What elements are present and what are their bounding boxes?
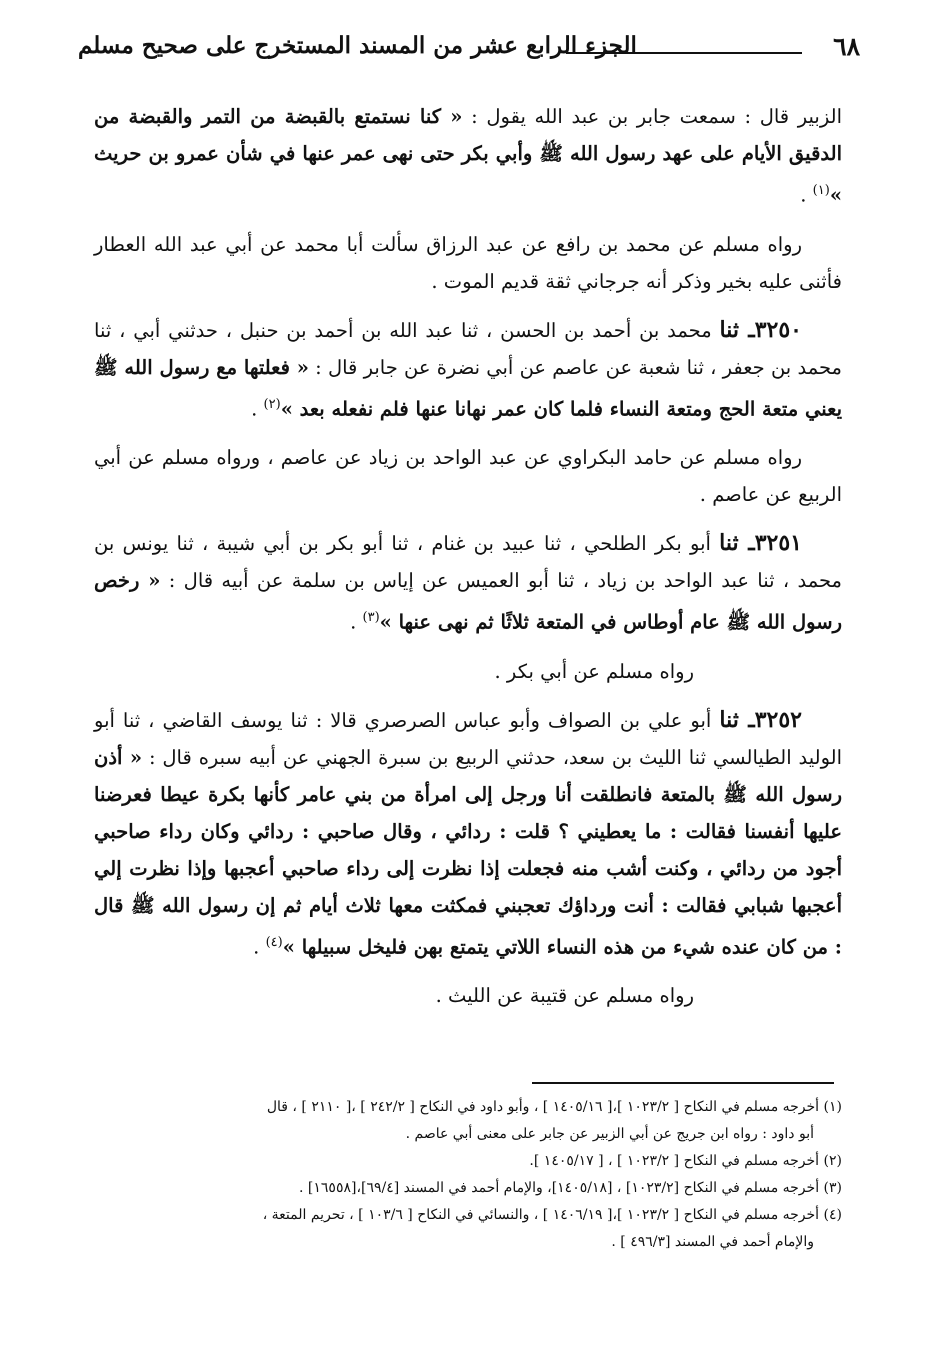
footnote-ref-4: (٤) <box>265 934 283 950</box>
footnote-1: (١) أخرجه مسلم في النكاح [ ١٠٢٣/٢ ]،[ ١٤٠٥/١٦ ] ، وأبو داود في النكاح [ ٢٤٢/٢ ] ،[ ٢١١٠ ] ، قال <box>266 1099 842 1115</box>
footnote-ref-2: (٢) <box>263 396 281 412</box>
hadith-3252-end: . <box>253 935 266 958</box>
paragraph-1 <box>94 98 842 214</box>
hadith-3250 <box>94 312 842 428</box>
page-header <box>78 28 860 72</box>
paragraph-8: رواه مسلم عن قتيبة عن الليث . <box>435 984 694 1007</box>
hadith-quote-3251: « رخص رسول الله ﷺ عام أوطاس في المتعة ثلاثًا ثم نهى عنها » <box>94 569 842 634</box>
paragraph-2: رواه مسلم عن محمد بن رافع عن عبد الرزاق سألت أبا محمد عن أبي عبد الله العطار فأثنى عليه بخير وذكر أنه جرجاني ثقة قديم الموت . <box>94 232 842 293</box>
hadith-quote-3252: « أذن رسول الله ﷺ بالمتعة فانطلقت أنا ورجل إلى امرأة من بني عامر كأنها بكرة عيطا فعرضنا عليها أنفسنا فقالت : ما يعطيني ؟ قلت : ردائي ، وقال صاحبي : ردائي وكان رداء صاحبي أجود من ردائي ، وكنت أشب منه فجعلت إذا نظرت إلى رداء صاحبي أعجبها وإذا نظرت إلي أعجبها شبابي فقالت : أنت ورداؤك تعجبني فمكثت معها ثلاث أيام ثم إن رسول الله ﷺ قال : من كان عنده شيء من هذه النساء اللاتي يتمتع بهن فليخل سبيلها » <box>94 745 842 958</box>
page-number: ٦٨ <box>833 32 860 61</box>
footnote-2: (٢) أخرجه مسلم في النكاح [ ١٠٢٣/٢ ] ، [ ١٤٠٥/١٧ ]. <box>529 1153 842 1169</box>
footnote-separator <box>532 1082 834 1084</box>
footnote-4: (٤) أخرجه مسلم في النكاح [ ١٠٢٣/٢ ]،[ ١٤٠٦/١٩ ] ، والنسائي في النكاح [ ١٠٣/٦ ] ، تحريم المتعة ، <box>262 1207 842 1223</box>
footnote-1-continued: أبو داود : رواه ابن جريج عن أبي الزبير عن جابر على معنى أبي عاصم . <box>405 1126 814 1142</box>
hadith-3252-chain: أبو علي بن الصواف وأبو عباس الصرصري قالا : ثنا يوسف القاضي ، ثنا أبو الوليد الطيالسي ثنا الليث بن سعد، حدثني الربيع بن سبرة الجهني عن أبيه سبره قال : <box>94 708 842 769</box>
footnotes <box>98 1094 842 1256</box>
running-title: الجزء الرابع عشر من المسند المستخرج على صحيح مسلم <box>78 32 637 59</box>
hadith-quote-3250: « فعلتها مع رسول الله ﷺ يعني متعة الحج ومتعة النساء فلما كان عمر نهانا عنها فلم نفعله بعد » <box>94 355 842 420</box>
hadith-3252 <box>94 702 842 966</box>
main-text <box>94 98 842 1026</box>
hadith-quote-1: « كنا نستمتع بالقبضة من التمر والقبضة من الدقيق الأيام على عهد رسول الله ﷺ وأبي بكر حتى نهى عمر عنها في شأن عمرو بن حريث » <box>94 105 842 207</box>
footnote-4-continued: والإمام أحمد في المسند [٤٩٦/٣ ] . <box>611 1234 814 1250</box>
hadith-3250-chain: محمد بن أحمد بن الحسن ، ثنا عبد الله بن أحمد بن حنبل ، حدثني أبي ، ثنا محمد بن جعفر ، ثنا شعبة عن عاصم عن أبي نضرة عن جابر قال : <box>94 318 842 379</box>
footnote-3: (٣) أخرجه مسلم في النكاح [١٠٢٣/٢] ، [١٤٠٥/١٨]، والإمام أحمد في المسند [٦٩/٤]،[١٦٥٥٨] . <box>299 1180 842 1196</box>
hadith-3250-end: . <box>251 397 264 420</box>
hadith-3251-chain: أبو بكر الطلحي ، ثنا عبيد بن غنام ، ثنا أبو بكر بن أبي شيبة ، ثنا يونس بن محمد ، ثنا عبد الواحد بن زياد ، ثنا أبو العميس عن إياس بن سلمة عن أبيه قال : <box>94 532 842 592</box>
hadith-number-3252: ٣٢٥٢ـ ثنا <box>719 706 802 733</box>
paragraph-1-end: . <box>800 183 813 207</box>
paragraph-6: رواه مسلم عن أبي بكر . <box>494 659 694 683</box>
hadith-number-3250: ٣٢٥٠ـ ثنا <box>719 316 802 343</box>
paragraph-1-lead: الزبير قال : سمعت جابر بن عبد الله يقول : <box>462 105 842 128</box>
paragraph-4: رواه مسلم عن حامد البكراوي عن عبد الواحد بن زياد عن عاصم ، ورواه مسلم عن أبي الربيع عن عاصم . <box>94 446 842 506</box>
hadith-3251-end: . <box>350 610 363 634</box>
footnote-ref-1: (١) <box>812 183 830 198</box>
hadith-number-3251: ٣٢٥١ـ ثنا <box>719 530 802 556</box>
footnote-ref-3: (٣) <box>362 610 380 625</box>
hadith-3251 <box>94 525 842 641</box>
